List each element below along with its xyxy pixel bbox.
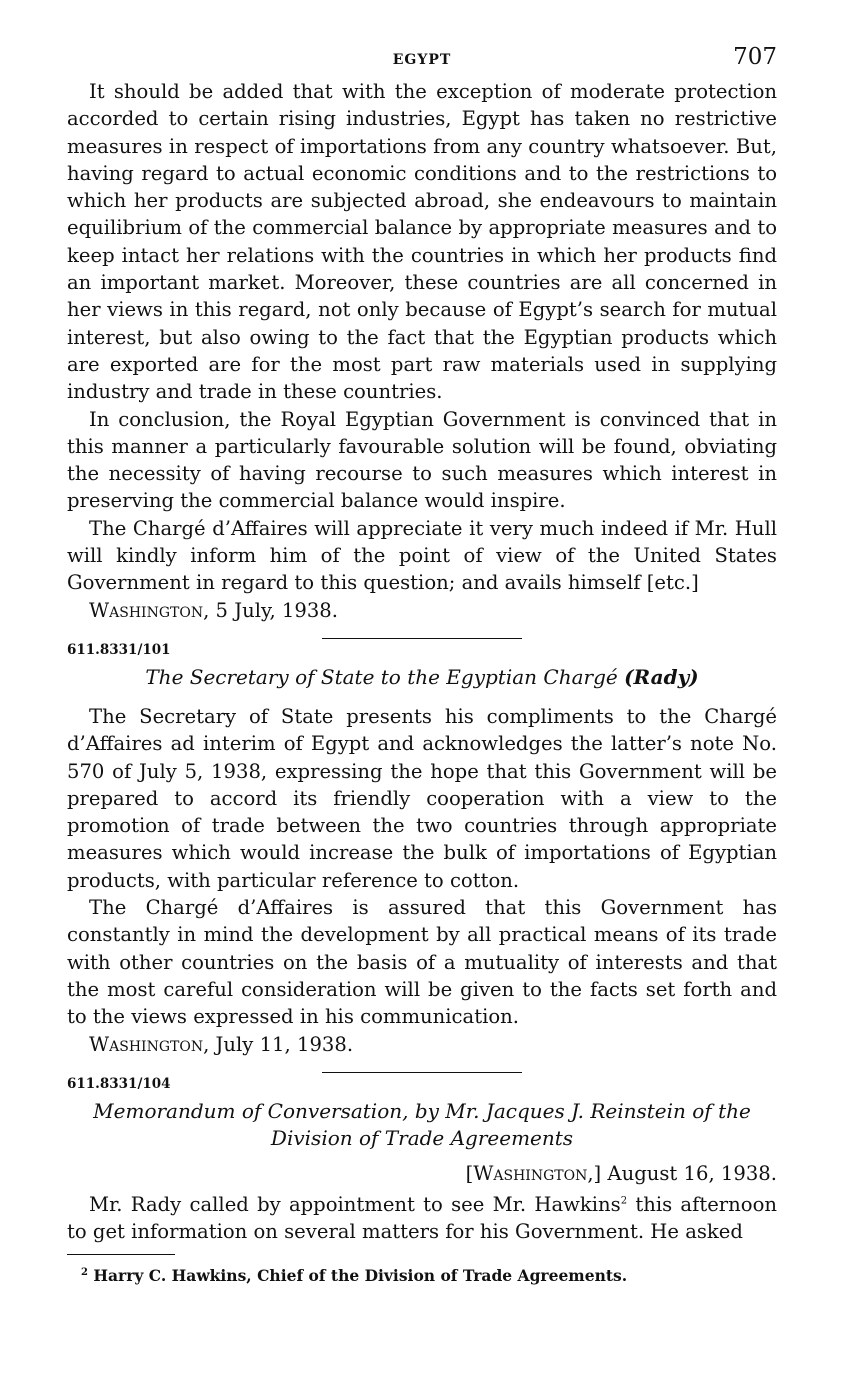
dateline-date: , 5 July, 1938.: [203, 598, 339, 622]
dateline-city: Washington: [89, 598, 204, 622]
section-divider: [322, 638, 522, 639]
memo-date: [67, 1160, 777, 1187]
paragraph: [67, 1191, 777, 1246]
document-page: [67, 44, 777, 1286]
dateline-date: , July 11, 1938.: [203, 1032, 354, 1056]
paragraph-text: Mr. Rady called by appointment to see Mr. Hawkins: [89, 1193, 621, 1217]
title-line: Memorandum of Conversation, by Mr. Jacques J. Reinstein of the: [93, 1098, 751, 1123]
dateline-city: Washington: [89, 1032, 204, 1056]
paragraph: The Chargé d’Affaires will appreciate it very much indeed if Mr. Hull will kindly inform him of the point of view of the United States Government in regard to this question; and avails himself [etc.]: [67, 516, 777, 595]
footnote-marker: 2: [81, 1266, 88, 1278]
paragraph: It should be added that with the exception of moderate protection accorded to certain rising industries, Egypt has taken no restrictive measures in respect of importations from any country whatsoever. But, having regard to actual economic conditions and to the restrictions to which her products are subjected abroad, she endeavours to maintain equilibrium of the commercial balance by appropriate measures and to keep intact her relations with the countries in which her products find an important market. Moreover, these countries are all concerned in her views in this regard, not only because of Egypt’s search for mutual interest, but also owing to the fact that the Egyptian products which are exported are for the most part raw materials used in supplying industry and trade in these countries.: [67, 80, 777, 404]
dateline: [67, 1031, 777, 1058]
running-head: EGYPT: [392, 52, 452, 68]
paragraph-text: this afternoon to get information on several matters for his Government. He asked: [67, 1193, 778, 1244]
title-name: (Rady): [624, 664, 699, 689]
page-header: [67, 44, 777, 78]
footnote-reference[interactable]: 2: [620, 1195, 628, 1207]
paragraph: The Secretary of State presents his compliments to the Chargé d’Affaires ad interim of Egypt and acknowledges the latter’s note No. 570 of July 5, 1938, expressing the hope that this Government will be prepared to accord its friendly cooperation with a view to the promotion of trade between the two countries through appropriate measures which would increase the bulk of importations of Egyptian products, with particular reference to cotton.: [67, 704, 777, 892]
document-title: [67, 664, 777, 691]
footnote-divider: [67, 1254, 175, 1255]
title-main: The Secretary of State to the Egyptian Chargé: [145, 664, 618, 689]
footnote: [67, 1266, 777, 1286]
section-divider: [322, 1072, 522, 1073]
page-number: 707: [733, 44, 777, 70]
footnote-text: Harry C. Hawkins, Chief of the Division of Trade Agreements.: [87, 1265, 628, 1285]
memo-date-rest: ,] August 16, 1938.: [587, 1161, 777, 1185]
memo-date-city: Washington: [473, 1161, 588, 1185]
paragraph: The Chargé d’Affaires is assured that this Government has constantly in mind the development by all practical means of its trade with other countries on the basis of a mutuality of interests and that the most careful consideration will be given to the facts set forth and to the views expressed in his communication.: [67, 896, 777, 1029]
file-number: 611.8331/101: [67, 641, 171, 658]
paragraph: In conclusion, the Royal Egyptian Government is convinced that in this manner a particularly favourable solution will be found, obviating the necessity of having recourse to such measures which interest in preserving the commercial balance would inspire.: [67, 407, 777, 513]
date-bracket: [: [465, 1161, 474, 1185]
dateline: [67, 597, 777, 624]
document-title: [67, 1098, 777, 1152]
file-number: 611.8331/104: [67, 1075, 171, 1092]
title-line: Division of Trade Agreements: [270, 1125, 574, 1150]
